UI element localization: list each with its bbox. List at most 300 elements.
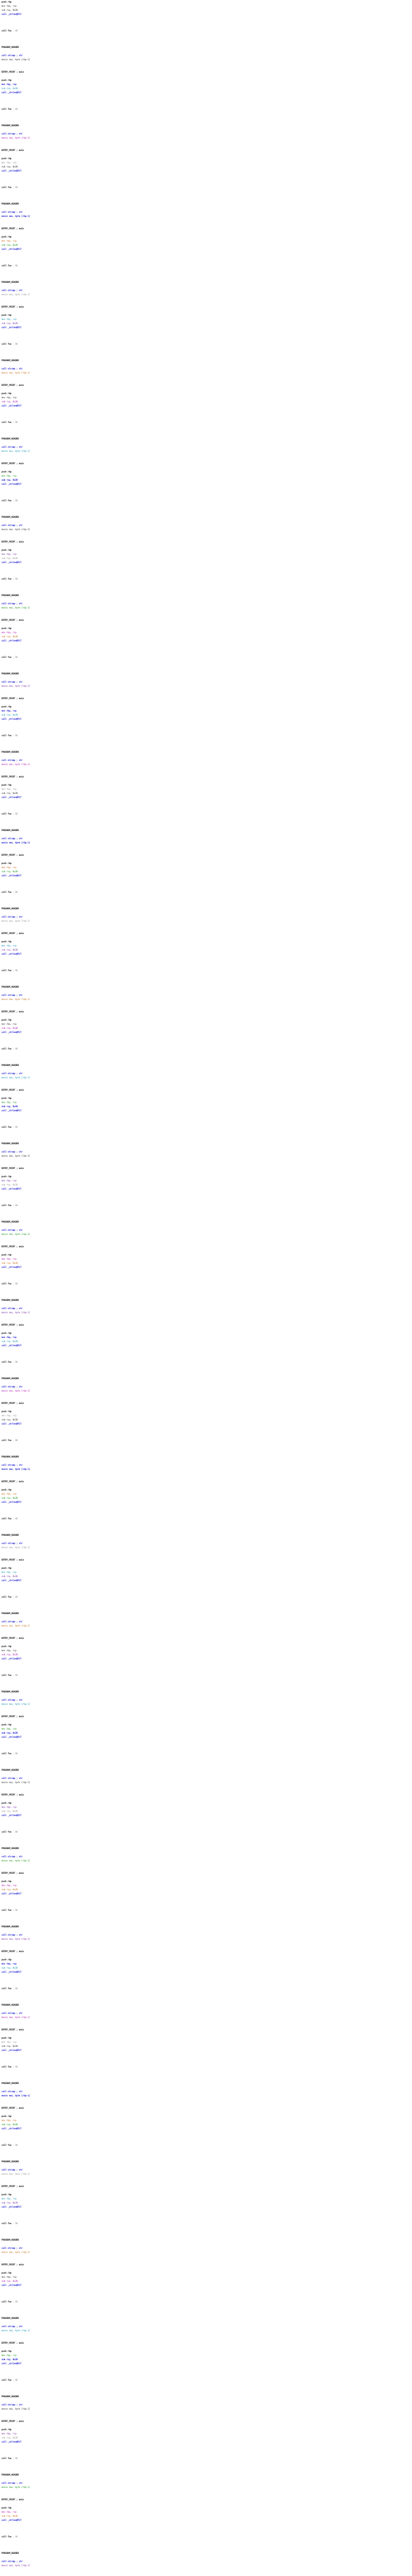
code-line [2, 1298, 63, 1302]
code-line [2, 515, 63, 519]
code-token: call strcmp ; str [2, 2325, 23, 2328]
code-line [2, 647, 63, 651]
code-line [2, 1158, 63, 1162]
code-line [2, 2246, 63, 2250]
code-line [2, 1570, 63, 1574]
code-line [2, 2205, 63, 2209]
code-line [2, 2234, 63, 2238]
code-line [2, 981, 63, 985]
code-line [2, 1879, 63, 1884]
code-line [2, 680, 63, 684]
code-line [2, 2003, 63, 2007]
code-token: sub rsp, 0x20 [2, 479, 18, 481]
code-line [2, 82, 63, 87]
code-line [2, 1925, 63, 1929]
code-line [2, 697, 63, 701]
code-line [2, 1789, 63, 1793]
code-line [2, 1929, 63, 1933]
code-line [2, 2147, 63, 2151]
code-line [2, 1982, 63, 1987]
code-token: ENTRY_POINT ; main [2, 2342, 24, 2344]
code-token: sub rsp, 0x20 [2, 1497, 18, 1499]
code-token: call _strlen@PLT [2, 1971, 22, 1973]
code-token: call foo [2, 2065, 12, 2068]
code-token: ENTRY_POINT ; main [2, 2420, 24, 2422]
code-line [2, 103, 63, 107]
code-line [2, 2156, 63, 2160]
code-line [2, 1731, 63, 1735]
code-token: ; 00 [11, 2457, 18, 2460]
code-token: call _strlen@PLT [2, 1501, 22, 1503]
code-line [2, 78, 63, 82]
code-line [2, 2424, 63, 2428]
code-line [2, 849, 63, 853]
code-token: call foo [2, 2222, 12, 2225]
code-line [2, 2057, 63, 2061]
code-token: ENTRY_POINT ; main [2, 462, 24, 465]
code-line [2, 396, 63, 400]
code-line [2, 622, 63, 626]
code-token: movzx eax, byte [rbp-1] [2, 763, 30, 766]
code-line [2, 256, 63, 260]
code-line [2, 433, 63, 437]
code-line [2, 1154, 63, 1158]
code-line [2, 2510, 63, 2514]
code-line [2, 1340, 63, 1344]
code-line [2, 2032, 63, 2036]
code-line [2, 1727, 63, 1731]
code-token: sub rsp, 0x20 [2, 9, 18, 11]
code-line [2, 1842, 63, 1846]
code-token: PROGRAM_HEADER [2, 907, 19, 910]
code-token: call strcmp ; str [2, 1777, 23, 1780]
code-token: ; 00 [11, 1282, 18, 1285]
code-line [2, 1175, 63, 1179]
code-token: ENTRY_POINT ; main [2, 2107, 24, 2109]
code-line [2, 1776, 63, 1781]
code-token: ; 00 [11, 1674, 18, 1676]
code-token: PROGRAM_HEADER [2, 516, 19, 518]
code-line [2, 173, 63, 177]
code-line [2, 2403, 63, 2407]
code-token: call foo [2, 2535, 12, 2538]
code-line [2, 2473, 63, 2477]
code-line [2, 2176, 63, 2180]
code-token: mov rbp, rsp [2, 709, 16, 712]
code-token: call _strlen@PLT [2, 2284, 22, 2286]
code-line [2, 29, 63, 33]
code-line [2, 1492, 63, 1496]
code-line [2, 1888, 63, 1892]
code-token: PROGRAM_HEADER [2, 1455, 19, 1458]
code-token: push rbp [2, 157, 12, 160]
code-token: mov rbp, rsp [2, 1649, 16, 1652]
code-line [2, 1970, 63, 1974]
code-line [2, 1851, 63, 1855]
code-line [2, 293, 63, 297]
code-token: movzx eax, byte [rbp-1] [2, 450, 30, 452]
code-line [2, 2193, 63, 2197]
code-line [2, 886, 63, 890]
code-line [2, 2300, 63, 2304]
code-token: ; 00 [11, 1204, 18, 1207]
code-token: mov rbp, rsp [2, 1806, 16, 1808]
code-line [2, 911, 63, 915]
code-line [2, 33, 63, 37]
code-line [2, 985, 63, 989]
code-line [2, 2370, 63, 2374]
code-line [2, 767, 63, 771]
code-line [2, 330, 63, 334]
code-line [2, 449, 63, 453]
code-token: call _strlen@PLT [2, 248, 22, 250]
code-line [2, 177, 63, 181]
code-line [2, 2316, 63, 2320]
code-line [2, 1241, 63, 1245]
code-token: movzx eax, byte [rbp-1] [2, 1389, 30, 1392]
code-line [2, 787, 63, 791]
code-token: mov rbp, rsp [2, 553, 16, 555]
code-token: movzx eax, byte [rbp-1] [2, 2329, 30, 2332]
code-token: mov rbp, rsp [2, 1101, 16, 1104]
code-token: call strcmp ; str [2, 211, 23, 213]
code-line [2, 899, 63, 903]
code-line [2, 1150, 63, 1154]
code-line [2, 1055, 63, 1059]
code-line [2, 1484, 63, 1488]
code-line [2, 334, 63, 338]
code-token: PROGRAM_HEADER [2, 281, 19, 283]
code-token: PROGRAM_HEADER [2, 594, 19, 597]
code-line [2, 54, 63, 58]
code-token: sub rsp, 0x20 [2, 714, 18, 716]
code-line [2, 721, 63, 725]
code-line [2, 392, 63, 396]
code-token: call strcmp ; str [2, 1072, 23, 1075]
code-line [2, 1846, 63, 1851]
code-token: ENTRY_POINT ; main [2, 1245, 24, 1248]
code-token: call foo [2, 186, 12, 189]
code-line [2, 688, 63, 692]
code-line [2, 1311, 63, 1315]
code-token: call strcmp ; str [2, 2090, 23, 2093]
code-line [2, 2547, 63, 2551]
code-line [2, 1867, 63, 1871]
code-line [2, 132, 63, 136]
code-line [2, 2382, 63, 2386]
code-line [2, 569, 63, 573]
code-token: call strcmp ; str [2, 1855, 23, 1858]
code-line [2, 1356, 63, 1360]
code-line [2, 816, 63, 820]
code-line [2, 2217, 63, 2222]
code-line [2, 95, 63, 99]
code-token: ENTRY_POINT ; main [2, 306, 24, 308]
code-line [2, 734, 63, 738]
code-token: movzx eax, byte [rbp-1] [2, 58, 30, 61]
code-token: push rbp [2, 1958, 12, 1961]
code-line [2, 1826, 63, 1830]
code-token: push rbp [2, 1488, 12, 1491]
code-line [2, 1682, 63, 1686]
code-token: movzx eax, byte [rbp-1] [2, 920, 30, 922]
code-token: PROGRAM_HEADER [2, 1847, 19, 1850]
code-line [2, 2502, 63, 2506]
code-line [2, 359, 63, 363]
code-line [2, 1768, 63, 1772]
code-line [2, 866, 63, 870]
code-line [2, 1743, 63, 1748]
code-token: call strcmp ; str [2, 1542, 23, 1545]
code-line [2, 1645, 63, 1649]
code-token: ENTRY_POINT ; main [2, 775, 24, 778]
code-token: PROGRAM_HEADER [2, 1221, 19, 1223]
code-line [2, 1917, 63, 1921]
code-token: ENTRY_POINT ; main [2, 1558, 24, 1561]
code-line [2, 771, 63, 775]
code-line [2, 1018, 63, 1022]
code-line [2, 701, 63, 705]
code-token: ENTRY_POINT ; main [2, 697, 24, 700]
code-line [2, 2213, 63, 2217]
code-line [2, 58, 63, 62]
code-line [2, 2535, 63, 2539]
code-line [2, 1488, 63, 1492]
code-line [2, 2514, 63, 2518]
code-token: ENTRY_POINT ; main [2, 149, 24, 151]
code-line [2, 2415, 63, 2419]
code-line [2, 1950, 63, 1954]
code-token: mov rbp, rsp [2, 631, 16, 634]
code-token: push rbp [2, 1332, 12, 1334]
code-line [2, 231, 63, 235]
code-line [2, 371, 63, 375]
code-token: PROGRAM_HEADER [2, 751, 19, 753]
code-token: PROGRAM_HEADER [2, 829, 19, 832]
code-line [2, 2048, 63, 2053]
code-token: sub rsp, 0x20 [2, 1732, 18, 1734]
code-token: ; 00 [11, 1752, 18, 1755]
code-line [2, 161, 63, 165]
code-token: call foo [2, 1126, 12, 1128]
code-line [2, 1022, 63, 1026]
code-token: call _strlen@PLT [2, 2127, 22, 2130]
code-line [2, 1966, 63, 1970]
code-line [2, 948, 63, 952]
code-token: call _strlen@PLT [2, 2441, 22, 2443]
code-token: PROGRAM_HEADER [2, 672, 19, 675]
code-token: PROGRAM_HEADER [2, 2473, 19, 2476]
code-line [2, 993, 63, 997]
code-line [2, 272, 63, 276]
code-token: ; 00 [11, 2144, 18, 2146]
code-line [2, 2007, 63, 2011]
code-line [2, 2250, 63, 2255]
code-line [2, 210, 63, 214]
code-line [2, 429, 63, 433]
code-line [2, 861, 63, 866]
code-line [2, 626, 63, 631]
code-token: PROGRAM_HEADER [2, 2082, 19, 2084]
code-token: sub rsp, 0x20 [2, 87, 18, 90]
code-token: call strcmp ; str [2, 681, 23, 683]
code-line [2, 416, 63, 420]
code-token: movzx eax, byte [rbp-1] [2, 137, 30, 139]
code-line [2, 2098, 63, 2102]
code-token: mov rbp, rsp [2, 788, 16, 790]
code-line [2, 268, 63, 272]
code-token: push rbp [2, 784, 12, 786]
code-line [2, 882, 63, 886]
code-line [2, 1500, 63, 1504]
code-line [2, 2061, 63, 2065]
code-token: call _strlen@PLT [2, 1422, 22, 1425]
code-token: PROGRAM_HEADER [2, 2160, 19, 2163]
code-line [2, 1974, 63, 1978]
code-token: movzx eax, byte [rbp-1] [2, 2251, 30, 2253]
code-token: sub rsp, 0x20 [2, 1653, 18, 1656]
code-line [2, 1772, 63, 1776]
code-token: sub rsp, 0x20 [2, 2436, 18, 2439]
code-line [2, 99, 63, 103]
code-line [2, 795, 63, 800]
code-line [2, 577, 63, 581]
code-line [2, 289, 63, 293]
code-token: sub rsp, 0x20 [2, 2280, 18, 2282]
code-token: PROGRAM_HEADER [2, 46, 19, 48]
code-line [2, 2135, 63, 2139]
code-line [2, 923, 63, 927]
code-line [2, 2411, 63, 2415]
code-line [2, 2028, 63, 2032]
code-token: push rbp [2, 2272, 12, 2274]
code-line [2, 1912, 63, 1917]
code-line [2, 762, 63, 767]
code-token: call foo [2, 969, 12, 972]
code-token: call strcmp ; str [2, 1150, 23, 1153]
code-line [2, 1290, 63, 1294]
code-line [2, 2197, 63, 2201]
code-token: call strcmp ; str [2, 2012, 23, 2014]
code-token: ; 00 [11, 1596, 18, 1598]
code-line [2, 1690, 63, 1694]
code-line [2, 915, 63, 919]
code-line [2, 1014, 63, 1018]
code-token: push rbp [2, 1253, 12, 1256]
code-token: call strcmp ; str [2, 1307, 23, 1310]
code-token: sub rsp, 0x20 [2, 2358, 18, 2361]
code-token: call strcmp ; str [2, 2247, 23, 2249]
code-line [2, 1030, 63, 1035]
code-line [2, 705, 63, 709]
code-line [2, 441, 63, 445]
code-token: call _strlen@PLT [2, 326, 22, 329]
code-line [2, 1546, 63, 1550]
code-token: movzx eax, byte [rbp-1] [2, 1859, 30, 1862]
code-line [2, 1504, 63, 1509]
code-token: ; 00 [11, 1831, 18, 1833]
code-token: ; 00 [11, 969, 18, 972]
code-line [2, 1525, 63, 1529]
code-line [2, 1067, 63, 1072]
code-line [2, 1414, 63, 1418]
code-token: call strcmp ; str [2, 1620, 23, 1623]
code-line [2, 659, 63, 664]
code-line [2, 251, 63, 256]
code-token: call strcmp ; str [2, 1385, 23, 1388]
code-token: push rbp [2, 2115, 12, 2117]
code-token: call strcmp ; str [2, 132, 23, 135]
code-line [2, 1628, 63, 1632]
code-line [2, 1183, 63, 1187]
code-token: call _strlen@PLT [2, 13, 22, 15]
code-token: sub rsp, 0x20 [2, 2045, 18, 2047]
code-line [2, 1463, 63, 1467]
code-line [2, 1364, 63, 1368]
code-token: ENTRY_POINT ; main [2, 1010, 24, 1013]
code-line [2, 214, 63, 218]
code-line [2, 1706, 63, 1710]
code-line [2, 631, 63, 635]
code-line [2, 2572, 63, 2576]
code-line [2, 470, 63, 474]
code-line [2, 1199, 63, 1204]
code-token: ; 00 [11, 2379, 18, 2381]
code-line [2, 363, 63, 367]
code-line [2, 1834, 63, 1838]
code-token: call _strlen@PLT [2, 170, 22, 172]
code-line [2, 1521, 63, 1525]
code-line [2, 1348, 63, 1352]
code-token: call foo [2, 578, 12, 580]
code-line [2, 1574, 63, 1579]
code-token: movzx eax, byte [rbp-1] [2, 215, 30, 217]
code-token: ; 00 [11, 2065, 18, 2068]
code-line [2, 1496, 63, 1500]
code-line [2, 128, 63, 132]
code-line [2, 2374, 63, 2378]
code-token: PROGRAM_HEADER [2, 1612, 19, 1615]
code-line [2, 1649, 63, 1653]
code-token: sub rsp, 0x20 [2, 1967, 18, 1969]
code-token: mov rbp, rsp [2, 2041, 16, 2043]
code-line [2, 1760, 63, 1764]
code-line [2, 1558, 63, 1562]
code-line [2, 1509, 63, 1513]
code-token: mov rbp, rsp [2, 83, 16, 86]
code-token: call strcmp ; str [2, 2168, 23, 2171]
code-line [2, 874, 63, 878]
code-token: mov rbp, rsp [2, 866, 16, 869]
code-token: mov rbp, rsp [2, 2197, 16, 2200]
code-line [2, 387, 63, 392]
code-line [2, 1480, 63, 1484]
code-line [2, 412, 63, 416]
code-line [2, 1006, 63, 1010]
code-line [2, 1109, 63, 1113]
code-line [2, 1554, 63, 1558]
code-line [2, 589, 63, 594]
code-line [2, 223, 63, 227]
code-token: push rbp [2, 940, 12, 943]
code-line [2, 2481, 63, 2485]
code-line [2, 66, 63, 70]
code-line [2, 1818, 63, 1822]
code-line [2, 2114, 63, 2119]
code-line [2, 800, 63, 804]
code-line [2, 1434, 63, 1438]
code-token: call foo [2, 734, 12, 737]
